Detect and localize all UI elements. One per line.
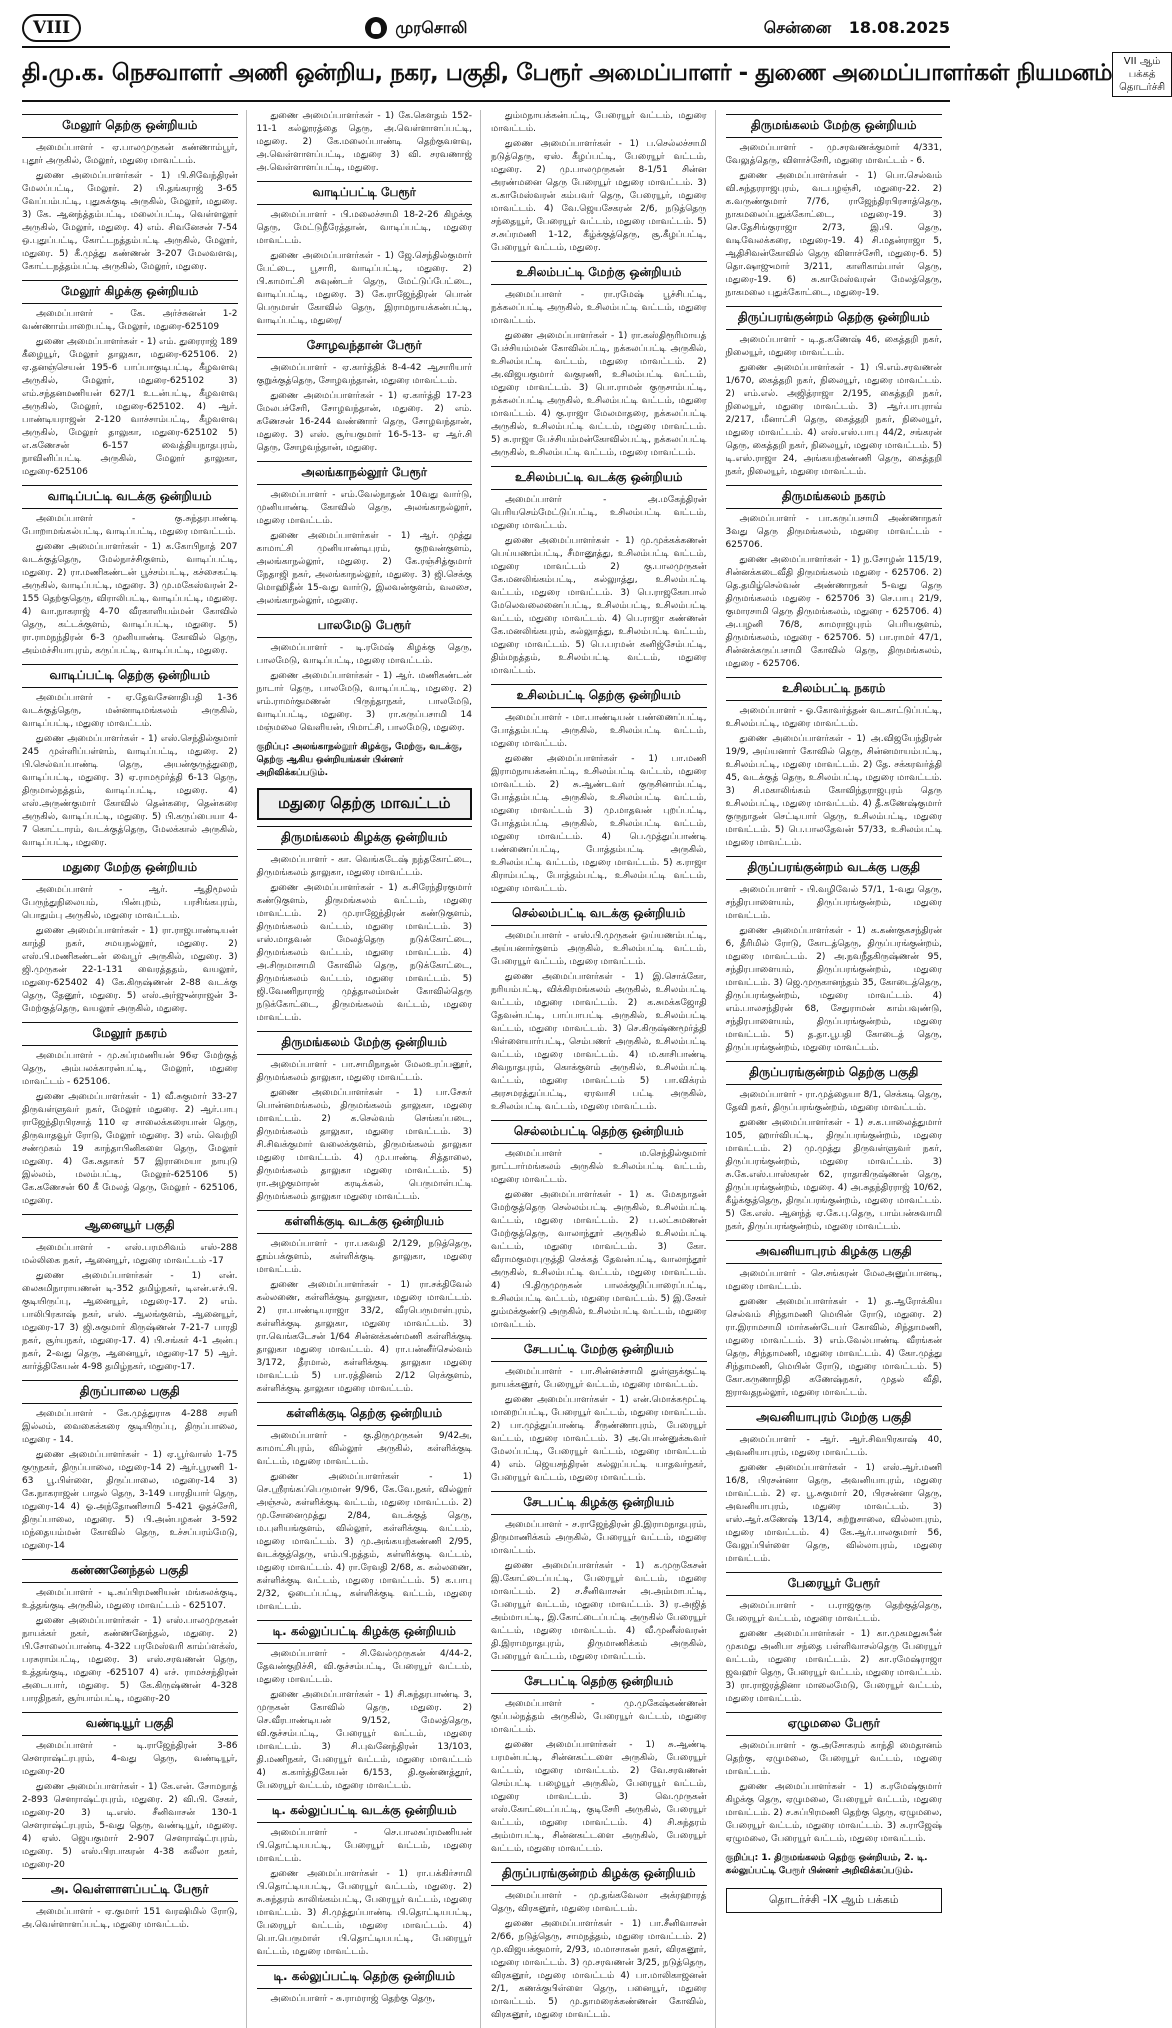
column-2 [257, 110, 482, 2028]
appointment-paragraph: அமைப்பாளர் - பா.கருப்பசாமி அண்ணாநகர் 3வது தெரு திருமங்கலம், மதுரை மாவட்டம் - 625706. [725, 514, 942, 550]
appointment-paragraph: துணை அமைப்பாளர்கள் - 1) ரா.கஸ்திரூரிமாயத் பேச்சியம்மன் கோவில்பட்டி, நக்கலப்பட்டி அருகில், உசிலம்பட்டி வட்டம், மதுரை மாவட்டம். 2) அ.விஜயகுமார் வகுரணி, உசிலம்பட்டி வட்டம், மதுரை மாவட்டம். 3) பொ.ராமன் குருசாம்பட்டி, நக்கலப்பட்டி அருகில், உசிலம்பட்டி வட்டம், மதுரை மாவட்டம். 4) கு.ராஜா மேலமாதரை, நக்கலப்பட்டி அருகில், உசிலம்பட்டி வட்டம், மதுரை மாவட்டம். 5) சு.ராஜா பேச்சியம்மன்கோவில்பட்டி, நக்கலப்பட்டி அருகில், உசிலம்பட்டி வட்டம், மதுரை மாவட்டம். [491, 331, 707, 458]
section-body [257, 1648, 473, 1793]
section-body [22, 1242, 238, 1374]
headline-bar [22, 48, 1166, 102]
brand-name: முரசொலி [395, 17, 468, 37]
appointment-section [257, 1210, 473, 1396]
appointment-paragraph: அமைப்பாளர் - ஏ.கார்த்திக் 8-4-42 ஆசாரியார் குறுக்குத்தெரு, சோழவந்தான், மதுரை மாவட்டம். [256, 363, 472, 386]
section-heading: கள்ளிக்குடி வடக்கு ஒன்றியம் [257, 1210, 473, 1234]
appointment-paragraph: துணை அமைப்பாளர்கள் - 1) வீ.சுகுமார் 33-27 திருவள்ளுவர் நகர், மேலூர் மதுரை. 2) ஆர்.பாபு ராஜேந்திரபிரசாத் 110 ஏ சாலைக்கரையான் தெரு, திருவாதவூர் ரோடு, மேலூர் மதுரை. 3) எம். வெற்றி சண்முகம் 19 காந்தாபினிகளை தெரு, மேலூர் மதுரை. 4) கே.சுதாகர் 57 இராமையா நாயுடு இல்லம், மலம்பட்டி, மேலூர்-625106 5) கே.கணேசன் 60 கீ மேலத் தெரு, மேலூர் - 625106, மதுரை. [22, 1092, 238, 1206]
appointment-paragraph: துணை அமைப்பாளர்கள் - 1) சி.சுந்தரபாண்டி 3, முருகன் கோவில் தெரு, மதுரை. 2) செ.வீரபாண்டியன் 9/152, மேலத்தெரு, வி.குச்சம்பட்டி, பேரையூர் வட்டம், மதுரை மாவட்டம். 3) சி.புவனேந்திரன் 13/103, தி.மணிநகர், பேரையூர் வட்டம், மதுரை மாவட்டம் 4) க.கார்த்திகேயன் 6/153, தி.குண்ணத்தூர், பேரையூர் வட்டம், மதுரை மாவட்டம். [256, 1690, 472, 1791]
dateline [752, 18, 950, 39]
section-heading: டி. கல்லுப்பட்டி தெற்கு ஒன்றியம் [257, 1965, 473, 1989]
appointment-paragraph: துணை அமைப்பாளர்கள் - 1) க.சிரேந்திரகுமார் கண்டுகுளம், திருமங்கலம் வட்டம், மதுரை மாவட்டம். 2) மு.ராஜேந்திரன் கண்டுகுளம், திருமங்கலம் வட்டம், மதுரை மாவட்டம். 3) எஸ்.மாதவன் மேலத்தெரு நடுக்கோட்டை, திருமங்கலம் வட்டம், மதுரை மாவட்டம். 4) அ.சிருமாசாமி கோவில் தெரு, நடுக்கோட்டை, திருமங்கலம் வட்டம், மதுரை மாவட்டம். 5) ஜி.வேணிநாராஜ் முத்தாலம்மன் கோவில்தெரு நடுக்கோட்டை, திருமங்கலம் வட்டம், மதுரை மாவட்டம். [256, 883, 472, 1023]
appointment-paragraph: துணை அமைப்பாளர்கள் - 1) ஏ.பூர்வாஸ் 1-75 குருநகர், திருப்பாலை, மதுரை-14 2) ஆர்.பூரணி 1-63 பூ.பிள்ளை, திருப்பாலை, மதுரை-14 3) கே.நாகராஜன் பாதல் தெரு, 3-149 பாரதியார் தெரு, மதுரை-14 4) ஓ.அந்தோணிசாமி 5-421 ஓதச்சேரி, திருப்பாலை, மதுரை. 5) பி.அன்பழகன் 3-592 மந்தையம்மன் கோவில் தெரு, உச்சப்பரம்மேடு, மதுரை-14 [22, 1450, 238, 1551]
section-body [491, 712, 707, 896]
appointment-section [257, 788, 473, 820]
appointment-section [257, 1402, 473, 1614]
appointment-paragraph: அமைப்பாளர் - செ.பாலசுப்ரமணியன் பி.தொட்டியபட்டி, பேரையூர் வட்டம், மதுரை மாவட்டம். [256, 1828, 472, 1864]
appointment-section [491, 466, 707, 678]
section-body [491, 110, 707, 255]
section-heading: அலங்காநல்லூர் பேரூர் [257, 461, 473, 485]
section-body [257, 489, 473, 608]
section-heading: திருமங்கலம் கிழக்கு ஒன்றியம் [257, 826, 473, 850]
section-heading: திருப்பாலை பகுதி [22, 1380, 238, 1404]
section-heading: மேலூர் கிழக்கு ஒன்றியம் [22, 280, 238, 304]
appointment-section [22, 280, 238, 479]
section-heading: உசிலம்பட்டி மேற்கு ஒன்றியம் [491, 261, 707, 285]
section-body [22, 1740, 238, 1872]
section-heading: திருப்பரங்குன்றம் வடக்கு பகுதி [726, 856, 943, 880]
appointment-section [257, 1031, 473, 1204]
section-body [22, 1906, 238, 1932]
appointment-paragraph: துணை அமைப்பாளர்கள் - 1) மு.முக்கக்கணன் பெய்யணம்பட்டி, சீமானூத்து, உசிலம்பட்டி வட்டம், மதுரை மாவட்டம் 2) கு.பாலமுருகன் கே.மனலிங்கம்பட்டி, கல்லுாத்து, உசிலம்பட்டி வட்டம், மதுரை மாவட்டம். 3) பெ.ராஜகோபால் மேலெவலைனைப்பட்டி, உசிலம்பட்டி, உசிலம்பட்டி வட்டம், மதுரை மாவட்டம். 4) பெ.ராஜா கண்ணன் கே.மனலிங்கபுரம், கல்லுாத்து, உசிலம்பட்டி வட்டம், மதுரை மாவட்டம். 5) பெ.பரமன் கனிஜ்சேம்பட்டி, திம்மநத்தம், உசிலம்பட்டி வட்டம், மதுரை மாவட்டம். [491, 536, 707, 676]
section-body [726, 334, 943, 479]
section-heading: ஏழுமலை பேரூர் [726, 1712, 943, 1736]
page-number: VIII [22, 14, 81, 42]
appointment-paragraph: அமைப்பாளர் - கு.அசோகரம் காந்தி மைதானம் தெற்கு, ஏழுமலை, பேரையூர் வட்டம், மதுரை மாவட்டம். [725, 1741, 942, 1777]
section-body [726, 1268, 943, 1400]
appointment-paragraph: துணை அமைப்பாளர்கள் - 1) எஸ்.பாலமுருகன் நாயக்கர் நகர், கண்ணனேந்தல், மதுரை. 2) பி.சோலைப்பாண்டி 4-322 பரமேஸ்வரி காம்ப்ளக்ஸ், பரசுராம்பட்டி, மதுரை. 3) எஸ்.சரவணன் தெரு, உத்தங்குடி, மதுரை -625107 4) எச். ராமச்சந்திரன் அடையார், மதுரை. 5) கே.கிருஷ்ணன் 4-328 பாரதிநகர், சூர்யாம்பட்டி, மதுரை-20 [22, 1616, 238, 1704]
section-heading: சேடபட்டி கிழக்கு ஒன்றியம் [491, 1491, 707, 1515]
appointment-paragraph: அமைப்பாளர் - மு.சரவணக்குமார் 4/331, வேலுத்தெரு, விளாச்சேரி, மதுரை மாவட்டம் - 6. [725, 143, 942, 166]
appointment-paragraph: துணை அமைப்பாளர்கள் - 1) கே.என். சோமநாத் 2-893 சௌராஷ்ட்ரபுரம், மதுரை. 2) வி.பி. சேகர், மதுரை-20 3) டி.எஸ். சீனிவாசன் 130-1 சௌராஷ்ட்ரபுரம், 5-வது தெரு, வண்டியூர், மதுரை. 4) ஏஸ். ஜெயகுமார் 2-907 சௌராஷ்ட்ரபுரம், மதுரை. 5) எஸ்.பிரபாகரன் 4-38 கலீலா நகர், மதுரை-20 [22, 1782, 238, 1870]
appointment-paragraph: துணை அமைப்பாளர்கள் - 1) கா.முகமதுசுபீன் முகமது அனிபா சந்தை பள்ளிவாசல்தெரு பேரையூர் வட்டம், மதுரை மாவட்டம். 2) கா.ரமேஷ்ராஜா ஜவஹர் தெரு, பேரையூர் வட்டம், மதுரை மாவட்டம். 3) ரா.ராஜரத்தினா மாலைமேடு, பேரையூர் வட்டம், மதுரை மாவட்டம். [725, 1629, 942, 1704]
section-body [726, 884, 943, 1055]
continued-to-box: தொடர்ச்சி -IX ஆம் பக்கம் [726, 1888, 943, 1913]
appointment-paragraph: அமைப்பாளர் - ம.செந்தில்குமார் நாட்டார்மங்கலம் அருகில் உசிலம்பட்டி வட்டம், மதுரை மாவட்டம். [491, 1149, 707, 1185]
appointment-section [257, 741, 473, 780]
column-4 [726, 110, 951, 2028]
appointment-paragraph: துணை அமைப்பாளர்கள் - 1) க.கண்குகசந்திரன் 6, தீரிமில் ரோடு, கோடத்தெரு, திருப்பரங்குன்றம், மதுரை மாவட்டம். 2) அ.நவநீதகிருஷ்ணன் 95, சந்திரபாளையம், திருப்பரங்குன்றம், மதுரை மாவட்டம். 3) ஜெ.முருகானந்தம் 35, கோடைத்தெரு, திருப்பரங்குன்றம், மதுரை மாவட்டம். 4) எம்.பாலசந்திரன் 68, சேதுராமன் காம்பவுண்டு, சந்திரபாளையம், திருப்பரங்குன்றம், மதுரை மாவட்டம். 5) த.தா.பூபதி கோடைத் தெரு, திருப்பரங்குன்றம், மதுரை மாவட்டம். [725, 926, 942, 1053]
appointment-section [257, 110, 473, 175]
appointment-paragraph: அமைப்பாளர் - ரா.பகவதி 2/129, நடுத்தெரு, தூம்பக்குளம், கள்ளிக்குடி தாலுகா, மதுரை மாவட்டம். [256, 1239, 472, 1275]
section-body [22, 1050, 238, 1208]
appointment-section [257, 1620, 473, 1793]
appointment-paragraph: துணை அமைப்பாளர்கள் - 1) த.ஆரோக்கிய செல்வம் சிந்தாமணி மெயின் ரோடு, மதுரை. 2) ரா.இராமசாமி மார்கண்டேயர் கோவில், சிந்தாமணி, மதுரை மாவட்டம். 3) எம்.வேல்பாண்டி வீரங்கன் தெரு, சிந்தாமணி, மதுரை மாவட்டம். 4) கோ.முத்து சிந்தாமணி, மெயின் ரோடு, மதுரை மாவட்டம். 5) கோ.கருணாநிதி கணேஷ்நகர், முதல் வீதி, ஐராவதநல்லூர், மதுரை மாவட்டம். [725, 1297, 942, 1398]
section-body [491, 1519, 707, 1664]
section-body [22, 1408, 238, 1553]
section-body [726, 1089, 943, 1234]
appointment-section [22, 114, 238, 274]
section-body [257, 642, 473, 735]
appointment-section [257, 1799, 473, 1959]
appointment-paragraph: அமைப்பாளர் - சி.வேல்முருகன் 4/44-2, தேவன்குறிச்சி, வி.குச்சம்பட்டி, பேரையூர் வட்டம், மதுரை மாவட்டம். [256, 1649, 472, 1685]
section-body [257, 1059, 473, 1204]
section-heading: சோழவந்தான் பேரூர் [257, 334, 473, 358]
appointment-section [726, 1061, 943, 1234]
appointment-paragraph: அமைப்பாளர் - அ.மகேந்திரன் பெரியசெம்மேட்டுப்பட்டி, உசிலம்பட்டி வட்டம், மதுரை மாவட்டம். [491, 495, 707, 531]
appointment-section [22, 1022, 238, 1208]
appointment-paragraph: அமைப்பாளர் - ஓ.கோவர்த்தன் வடகாட்டுப்பட்டி, உசிலம்பட்டி, மதுரை மாவட்டம். [725, 706, 942, 729]
section-heading: திருப்பரங்குன்றம் கிழக்கு ஒன்றியம் [491, 1862, 707, 1886]
appointment-paragraph: துணை அமைப்பாளர்கள் - 1) பா.சீனிவாசன் 2/66, நடுத்தெரு, சாமநத்தம், மதுரை மாவட்டம். 2) மு.விஜயக்குமார், 2/93, ம.மாசாகன் நகர், விரகனூர், மதுரை மாவட்டம். 3) மு.சரவணன் 3/25, நடுத்தெரு, விரகனூர், மதுரை மாவட்டம் 4) பா.மாலிகாஜனன் 2/1, கணக்குபிள்ளை தெரு, பனையூர், மதுரை மாவட்டம். 5) மு.தாமரைக்கண்ணன் கோவில், விரகனூர், மதுரை மாவட்டம். [491, 1919, 707, 2020]
appointment-paragraph: அமைப்பாளர் - கே.முத்துராசு 4-288 சரளி இல்லம், வைகைக்கரை குடியிருப்பு, திருப்பாலை, மதுரை - 14. [22, 1409, 238, 1445]
section-heading: வண்டியூர் பகுதி [22, 1712, 238, 1736]
appointment-section [726, 485, 943, 671]
appointment-paragraph: அமைப்பாளர் - எம்.வேல்நாதன் 10வது வார்டு, முனியாண்டி கோவில் தெரு, அலங்காநல்லூர், மதுரை மாவட்டம். [256, 490, 472, 526]
section-body [22, 884, 238, 1016]
appointment-paragraph: துணை அமைப்பாளர்கள் - 1) பி.எம்.சரவணன் 1/670, கைத்தறி நகர், நிலையூர், மதுரை மாவட்டம். 2) எம்.எல். அஜித்ராஜா 2/195, கைத்தறி நகர், நிலையூர், மதுரை மாவட்டம். 3) ஆர்.பாபுராவ் 2/217, மீனாட்சி தெரு, கைத்தறி நகர், நிலையூர், மதுரை மாவட்டம். 4) எஸ்.எஸ்.பாபு 44/2, சங்கரன் தெரு, கைத்தறி நகர், நிலையூர், மதுரை மாவட்டம். 5) டி.எஸ்.ராஜா 24, அங்கயற்கண்ணி தெரு, கைத்தறி நகர், நிலையூர், மதுரை மாவட்டம். [725, 363, 942, 477]
appointment-paragraph: துணை அமைப்பாளர்கள் - 1) என்.மொக்கமூட்டி மாறைப்பட்டி, பேரையூர் வட்டம், மதுரை மாவட்டம். 2) பா.முத்துப்பாண்டி சீருண்ணாபுரம், பேரையூர் வட்டம், மதுரை மாவட்டம். 3) அ.பொன்னுக்கூவர் மேலப்பட்டி, பேரையூர் வட்டம், மதுரை மாவட்டம் 4) எம். ஜெயசந்திரன் கல்லுப்பட்டி யாதவர்நகர், பேரையூர் வட்டம், மதுரை மாவட்டம். [491, 1395, 707, 1483]
section-heading: மேலூர் தெற்கு ஒன்றியம் [22, 114, 238, 138]
appointment-paragraph: துணை அமைப்பாளர்கள் - 1) சு.ஆண்டி பரமன்பட்டி, சின்னகட்டளை அருகில், பேரையூர் வட்டம், மதுரை மாவட்டம். 2) வே.சரவணன் செம்பட்டி பழையூர் அருகில், பேரையூர் வட்டம், மதுரை மாவட்டம். 3) வெ.முருகன் எஸ்.கோட்டைப்பட்டி, குடிசேரி அருகில், பேரையூர் வட்டம், மதுரை மாவட்டம். 4) சி.சுந்தரம் அம்மாபட்டி, சின்னகட்டளை அருகில், பேரையூர் வட்டம், மதுரை மாவட்டம். [491, 1740, 707, 1854]
appointment-paragraph: அமைப்பாளர் - கா. வெங்கடேஷ் நந்தகோட்டை, திருமங்கலம் தாலுகா, மதுரை மாவட்டம். [256, 855, 472, 878]
section-heading: டி. கல்லுப்பட்டி கிழக்கு ஒன்றியம் [257, 1620, 473, 1644]
column-1 [22, 110, 247, 2028]
appointment-paragraph: துணை அமைப்பாளர்கள் - 1) கே.கெளதம் 152-11-1 கல்லூரத்தை தெரு, அ.வெள்ளாளப்பட்டி, மதுரை. 2) கே.மலைப்பாண்டி தெற்குவளவு, அ.வெள்ளாளப்பட்டி, மதுரை 3) வி. சரவணாஜ் அ.வெள்ளாளப்பட்டி, மதுரை. [256, 111, 472, 173]
appointment-paragraph: அமைப்பாளர் - மு.சுப்ரமணியன் 96ஏ மேற்குத் தெரு, அம்பலக்காரன்பட்டி, மேலூர், மதுரை மாவட்டம் - 625106. [22, 1051, 238, 1087]
appointment-section [726, 1240, 943, 1400]
appointment-paragraph: அமைப்பாளர் - எஸ்.பரமசிவம் எஸ்-288 மல்லிகை நகர், ஆனையூர், மதுரை மாவட்டம் -17 [22, 1243, 238, 1266]
appointment-paragraph: துணை அமைப்பாளர்கள் - 1) அ.விஜயேந்திரன் 19/9, அய்யனார் கோவில் தெரு, சின்னமாயம்பட்டி, உசிலம்பட்டி, மதுரை மாவட்டம். 2) தே. சக்கரவர்த்தி 45, வடக்குத் தெரு, உசிலம்பட்டி, மதுரை மாவட்டம். 3) சி.மகாலிங்கம் கோவிந்தராஜபுரம் தெரு உசிலம்பட்டி, மதுரை மாவட்டம். 4) தீ.கணேஷ்குமார் குருநாதன் செட்டியார் தெரு, உசிலம்பட்டி, மதுரை மாவட்டம். 5) பெ.பாலதேவன் 57/33, உசிலம்பட்டி மதுரை மாவட்டம். [725, 734, 942, 848]
appointment-paragraph: அமைப்பாளர் - டி.ராஜேந்திரன் 3-86 சௌராஷ்ட்ரபுரம், 4-வது தெரு, வண்டியூர், மதுரை-20 [22, 1741, 238, 1777]
appointment-paragraph: துணை அமைப்பாளர்கள் - 1) என். லைசுமிநாராயணன் டி-352 தமிழ்நகர், டிஎன்.எச்.பி. குடியிருப்பு, ஆனையூர், மதுரை-17. 2) எம். பாலிபிரகாஷ் நகர், எஸ். ஆலங்குளம், ஆனையூர், மதுரை-17 3) ஜி.சுகுமார் கிருஷ்ணன் 7-21-7 பாரதி நகர், சூர்யநகர், மதுரை-17. 4) பி.சங்கர் 4-1 அன்பு நகர், 2-வது தெரு, ஆனையூர், மதுரை-17 5) ஆர். கார்த்திகேயன் 4-98 தமிழ்நகர், மதுரை-17. [22, 1271, 238, 1372]
section-body [491, 1148, 707, 1332]
appointment-section [491, 1120, 707, 1332]
masthead [22, 0, 950, 48]
appointment-paragraph: அமைப்பாளர் - ப.ராஜகுரு தெற்குத்தெரு, பேரையூர் வட்டம், மதுரை மாவட்டம். [725, 1601, 942, 1624]
section-heading: திருமங்கலம் மேற்கு ஒன்றியம் [726, 114, 943, 138]
section-body [726, 142, 943, 300]
appointment-paragraph: துணை அமைப்பாளர்கள் - 1) எஸ்.செந்தில்குமார் 245 முள்ளிப்பள்ளம், வாடிப்பட்டி, மதுரை. 2) பி.செல்வப்பாண்டி தெரு, அயன்குருத்துறை, வாடிப்பட்டி, மதுரை. 3) ஏ.ராமமூர்த்தி 6-13 தெரு, திருமால்நத்தம், வாடிப்பட்டி, மதுரை. 4) எஸ்.அருண்குமார் கோவில் தென்கரை, தென்கரை அருகில், வாடிப்பட்டி, மதுரை. 5) பி.கருப்பையா 4-7 கொட்டாரம், வடக்குத்தெரு, மேலக்கால் அருகில், வாடிப்பட்டி, மதுரை. [22, 734, 238, 848]
brand [365, 17, 467, 39]
appointment-paragraph: அமைப்பாளர் - ஏ.தேவசேனாதிபதி 1-36 வடக்குத்தெரு, மன்னாடிமங்கலம் அருகில், வாடிப்பட்டி, மதுரை மாவட்டம். [22, 693, 238, 729]
appointment-section [491, 1491, 707, 1664]
section-heading: உசிலம்பட்டி தெற்கு ஒன்றியம் [491, 684, 707, 708]
appointment-section [491, 684, 707, 896]
appointment-section [257, 461, 473, 608]
appointment-paragraph: அமைப்பாளர் - பி.வழிவேல் 57/1, 1-வது தெரு, சந்திரபாளையம், திருப்பரங்குன்றம், மதுரை மாவட்டம். [725, 885, 942, 921]
appointment-paragraph: அமைப்பாளர் - கு.திருமுருகன் 9/42அ, காமாட்சிபுரம், வில்லூர் அருகில், கள்ளிக்குடி வட்டம், மதுரை மாவட்டம். [256, 1431, 472, 1467]
appointment-paragraph: அமைப்பாளர் - ச.ராஜேந்திரன் தி.இராமநாதபுரம், திருமாணிக்கம் அருகில், பேரையூர் வட்டம், மதுரை மாவட்டம். [491, 1520, 707, 1556]
note: குறிப்பு: 1. திருமங்கலம் தெற்கு ஒன்றியம், 2. டி. கல்லுப்பட்டி பேரூர் பின்னர் அறிவிக்கப்படும். [725, 1853, 928, 1876]
section-body [257, 1993, 473, 2006]
appointment-section [726, 1888, 943, 1913]
appointment-section [491, 1338, 707, 1485]
appointment-paragraph: துணை அமைப்பாளர்கள் - 1) க.ரமேஷ்குமார் கிழக்கு தெரு, ஏழுமலை, பேரையூர் வட்டம், மதுரை மாவட்டம். 2) ச.சுப்பிரமணி தெற்கு தெரு, ஏழுமலை, பேரையூர் வட்டம், மதுரை மாவட்டம். 3) சு.ராஜேஷ் ஏழுமலை, பேரையூர் வட்டம், மதுரை மாவட்டம். [725, 1782, 942, 1844]
section-heading: திருமங்கலம் மேற்கு ஒன்றியம் [257, 1031, 473, 1055]
continued-from-box: VII ஆம் பக்கத் தொடர்ச்சி [1112, 52, 1172, 97]
section-body [22, 142, 238, 274]
appointment-paragraph: துணை அமைப்பாளர்கள் - 1) க.முருகேசன் இ.கோட்டைப்பட்டி, பேரையூர் வட்டம், மதுரை மாவட்டம். 2) ச.சீனிவாசன் அ.அம்மாபட்டி, பேரையூர் வட்டம், மதுரை மாவட்டம். 3) ர.அஜித் அம்மாபட்டி, இ.கோட்டைப்பட்டி அருகில் பேரையூர் வட்டம், மதுரை மாவட்டம். 4) வீ.முனீஸ்வரன் தி.இராமநாதபுரம், திருமாணிக்கம் அருகில், பேரையூர் வட்டம், மதுரை மாவட்டம். [491, 1561, 707, 1662]
section-heading: பாலமேடு பேரூர் [257, 614, 473, 638]
appointment-paragraph: துணை அமைப்பாளர்கள் - 1) பா.மணி இராமநாயக்கன்பட்டி, உசிலம்பட்டி வட்டம், மதுரை மாவட்டம். 2) சு.ஆண்டவர் குருசினாம்பட்டி, போத்தம்பட்டி அருகில், உசிலம்பட்டி வட்டம், மதுரை மாவட்டம் 3) மு.மாதவன் புறப்பட்டி, போத்தம்பட்டி அருகில், உசிலம்பட்டி வட்டம், மதுரை மாவட்டம். 4) பெ.முத்துப்பாண்டி பண்ணைப்பட்டி, போத்தம்பட்டி அருகில், உசிலம்பட்டி வட்டம், மதுரை மாவட்டம். 5) க.ராஜா கிராம்பட்டி, போத்தம்பட்டி, உசிலம்பட்டி வட்டம், மதுரை மாவட்டம். [491, 754, 707, 894]
section-heading: டி. கல்லுப்பட்டி வடக்கு ஒன்றியம் [257, 1799, 473, 1823]
section-body [726, 1434, 943, 1566]
rooster-logo-icon [365, 17, 387, 39]
appointment-paragraph: துணை அமைப்பாளர்கள் - 1) ஆர். முத்து காமாட்சி முனியாண்டிபுரம், குறவன்குளம், அலங்காநல்லூர், மதுரை. 2) கே.ரஞ்சித்குமார் நேதாஜி நகர், அலங்காநல்லூர், மதுரை. 3) ஜி.செக்கு மொஹிதீன் 15-வது வார்டு, இலவன்குளம், வலசை, அலங்காநல்லூர், மதுரை. [256, 531, 472, 606]
appointment-paragraph: துணை அமைப்பாளர்கள் - 1) ஏ.கார்த்தி 17-23 மேலபச்சேரி, சோழவந்தான், மதுரை. 2) எம். கணேசன் 16-244 வண்ணார் தெரு, சோழவந்தான், மதுரை. 3) எஸ். சூர்யகுமார் 16-5-13- ஏ ஆர்.சி தெரு, சோழவந்தான், மதுரை. [256, 391, 472, 453]
appointment-paragraph: அமைப்பாளர் - ஏ.பாலமுருகன் கண்ணாம்பூர், புதூர் அருகில், மேலூர், மதுரை மாவட்டம். [22, 143, 238, 166]
section-body [257, 110, 473, 175]
appointment-paragraph: துணை அமைப்பாளர்கள் - 1) இ.சொக்கோ, நரியம்பட்டி, விக்கிரமங்கலம் அருகில், உசிலம்பட்டி வட்டம், மதுரை மாவட்டம். 2) க.சுமக்கஜோதி தேவன்பட்டி, பாப்பாபட்டி அருகில், உசிலம்பட்டி வட்டம், மதுரை மாவட்டம். 3) செ.கிருஷ்ணமூர்த்தி பிள்ளையார்பட்டி, செம்பணர் அருகில், உசிலம்பட்டி வட்டம், மதுரை மாவட்டம். 4) ம.காசிபாண்டி சிவநாதபுரம், கொக்குளம் அருகில், உசிலம்பட்டி வட்டம், மதுரை மாவட்டம் 5) பா.விக்ரம் அரசமரத்துப்பட்டி, ஏரவாசி பட்டி அருகில், உசிலம்பட்டி வட்டம், மதுரை மாவட்டம். [491, 972, 707, 1112]
section-heading: ஆனையூர் பகுதி [22, 1214, 238, 1238]
appointment-paragraph: தும்மநாயக்கன்பட்டி, பேரையூர் வட்டம், மதுரை மாவட்டம். [491, 111, 707, 134]
page-headline: தி.மு.க. நெசவாளர் அணி ஒன்றிய, நகர, பகுதி, பேரூர் அமைப்பாளர் - துணை அமைப்பாளர்கள் நியமனம் [22, 59, 1113, 86]
section-heading: உசிலம்பட்டி நகரம் [726, 677, 943, 701]
appointment-section [22, 1559, 238, 1706]
appointment-paragraph: அமைப்பாளர் - சு.ராமராஜ் தெற்கு தெரு, [270, 1994, 436, 2004]
section-body [491, 1890, 707, 2022]
appointment-paragraph: அமைப்பாளர் - ரா.முத்தையா 8/1, செக்கடி தெரு, தேவி நகர், திருப்பரங்குன்றம், மதுரை மாவட்டம். [725, 1090, 942, 1113]
section-body [22, 1587, 238, 1706]
appointment-section [22, 1712, 238, 1872]
section-body [726, 1740, 943, 1846]
appointment-section [726, 1852, 943, 1878]
appointment-paragraph: அமைப்பாளர் - பி.மலைச்சாமி 18-2-26 கிழக்கு தெரு, மேட்டுநீரேத்தான், வாடிப்பட்டி, மதுரை மாவட்டம். [256, 210, 472, 246]
section-heading: அவனியாபுரம் மேற்கு பகுதி [726, 1406, 943, 1430]
appointment-section [726, 1406, 943, 1566]
appointment-paragraph: அமைப்பாளர் - மு.முகேஷ்கண்ணன் குப்பல்நத்தம் அருகில், பேரையூர் வட்டம், மதுரை மாவட்டம். [491, 1699, 707, 1735]
appointment-paragraph: அமைப்பாளர் - கே. அர்ச்சுனன் 1-2 வண்ணாம்பாறைபட்டி, மேலூர், மதுரை-625109 [22, 309, 238, 332]
appointment-paragraph: துணை அமைப்பாளர்கள் - 1) ந.சோழன் 115/19, சின்னக்கடைவீதி திருமங்கலம் மதுரை - 625706. 2) தெ.தமிழ்செல்வன் அண்ணாநகர் 5-வது தெரு திருமங்கலம் மதுரை - 625706 3) செ.பாபு 21/9, குமாரசாமி தெரு திருமங்கலம், மதுரை - 625706. 4) அ.பழனி 76/8, காமராஜபுரம் பெரியகுளம், திருமங்கலம், மதுரை - 625706. 5) பா.ராமர் 47/1, சின்னக்கருப்பசாமி கோவில் தெரு, திருமங்கலம், மதுரை - 625706. [725, 555, 942, 669]
appointment-section [22, 1214, 238, 1374]
section-body [491, 1366, 707, 1485]
appointment-section [491, 261, 707, 460]
appointment-paragraph: அமைப்பாளர் - ஏ.குமார் 151 வரஷிமில் ரோடு, அ.வெள்ளாளப்பட்டி, மதுரை மாவட்டம். [22, 1907, 238, 1930]
appointment-paragraph: அமைப்பாளர் - டி.த.கணேஷ் 46, கைத்தறி நகர், நிலையூர், மதுரை மாவட்டம். [725, 335, 942, 358]
appointment-paragraph: அமைப்பாளர் - கு.சுந்தரபாண்டி போறாமங்கல்பட்டி, வாடிப்பட்டி, மதுரை மாவட்டம். [22, 514, 238, 537]
appointment-section [22, 1380, 238, 1553]
appointment-paragraph: துணை அமைப்பாளர்கள் - 1) பா.சேகர் பொன்னமங்கலம், திருமங்கலம் தாலுகா, மதுரை மாவட்டம். 2) க.செல்வம் செங்கப்படை, திருமங்கலம் தாலுகா, மதுரை மாவட்டம். 3) சி.சிவக்குமார் வலைக்குளம், திருமங்கலம் தாலுகா மதுரை மாவட்டம். 4) மு.பாண்டி சித்தாலை, திருமங்கலம் தாலுகா மதுரை மாவட்டம். 5) ரா.அழகுமாரன் கரடிக்கல், பெருமாள்பட்டி திருமங்கலம் தாலுகா மதுரை மாவட்டம். [256, 1088, 472, 1202]
section-body [22, 692, 238, 850]
section-body [257, 362, 473, 455]
note: குறிப்பு: அலங்காநல்லூர் கிழக்கு, மேற்கு, வடக்கு, தெற்கு ஆகிய ஒன்றியங்கள் பின்னர் அறிவிக்கப்படும். [256, 742, 463, 778]
appointment-section [257, 1965, 473, 2006]
section-heading: திருமங்கலம் நகரம் [726, 485, 943, 509]
section-heading: கள்ளிக்குடி தெற்கு ஒன்றியம் [257, 1402, 473, 1426]
appointment-section [22, 485, 238, 658]
appointment-paragraph: துணை அமைப்பாளர்கள் - 1) க. மேகநாதன் மேற்குத்தெரு செல்லம்பட்டி அருகில், உசிலம்பட்டி வட்டம், மதுரை மாவட்டம். 2) ப.லட்சுமணன் மேற்குத்தெரு, வாலாந்தூர் அருகில் உசிலம்பட்டி வட்டம், மதுரை மாவட்டம். 3) கோ. வீராமகுமரபுருத்தி செக்கத் தேவன்பட்டி, வாலாந்தூர் அருகில், உசிலம்பட்டி வட்டம், மதுரை மாவட்டம். 4) பி.திருமுருகன் பாலக்குறிப்பாரைப்பட்டி, உசிலம்பட்டி வட்டம், மதுரை மாவட்டம். 5) இ.சேகர் தும்மக்குண்டு அருகில், உசிலம்பட்டி வட்டம், மதுரை மாவட்டம். [491, 1190, 707, 1330]
section-body [22, 308, 238, 479]
section-body [491, 289, 707, 460]
appointment-section [22, 664, 238, 850]
section-heading: அ. வெள்ளாளப்பட்டி பேரூர் [22, 1878, 238, 1902]
section-heading: பேரையூர் பேரூர் [726, 1572, 943, 1596]
appointment-paragraph: துணை அமைப்பாளர்கள் - 1) க.கோபிநாத் 207 வடக்குத்தெரு, மேல்நாச்சிகுளம், வாடிப்பட்டி, மதுரை. 2) ரா.மணிகண்டன் பூச்சம்பட்டி, கச்சைகட்டி அருகில், வாடிப்பட்டி, மதுரை. 3) மு.மகேஸ்வரன் 2-155 தெற்குதெரு, விராலிபட்டி, வாடிப்பட்டி, மதுரை. 4) வா.நாகராஜ் 4-70 வீரகாளியம்மன் கோவில் தெரு, கட்டக்குளம், வாடிப்பட்டி, மதுரை. 5) ரா.ராமநந்திரன் 6-3 முனியாண்டி கோவில் தெரு, அம்மச்சியாபுரம், கருப்பட்டி, வாடிப்பட்டி, மதுரை. [22, 542, 238, 656]
appointment-paragraph: அமைப்பாளர் - செ.சங்கரன் மேலஅனுப்பானடி, மதுரை மாவட்டம். [725, 1269, 942, 1292]
appointment-section [491, 902, 707, 1114]
section-heading: திருப்பரங்குன்றம் தெற்கு ஒன்றியம் [726, 306, 943, 330]
appointment-section [22, 856, 238, 1016]
section-heading: மேலூர் நகரம் [22, 1022, 238, 1046]
appointment-paragraph: துணை அமைப்பாளர்கள் - 1) பொ.செல்வம் வி.சுந்தரராஜபுரம், வடபழஞ்சி, மதுரை-22. 2) க.வருண்குமார் 7/76, ராஜேந்திரபிரசாத்தெரு, நாகமலைப்புதுக்கோட்டை, மதுரை-19. 3) செ.தேசிங்குராஜா 2/73, இ.பி. தெரு, வடிவேலக்கரை, மதுரை-19. 4) சி.மதன்ராஜா 5, ஆதிசிவன்கோவில் தெரு விளாச்சேரி, மதுரை-6. 5) தொ.ஷாஜுமார் 3/211, காளிகாம்பாள் தெரு, மதுரை-19. 6) சு.காமேஸ்வரன் மேலத்தெரு, நாகமலை புதுக்கோட்டை, மதுரை-19. [725, 171, 942, 298]
section-heading: அவனியாபுரம் கிழக்கு பகுதி [726, 1240, 943, 1264]
section-heading: உசிலம்பட்டி வடக்கு ஒன்றியம் [491, 466, 707, 490]
appointment-paragraph: துணை அமைப்பாளர்கள் - 1) பி.சிவேந்திரன் மேலப்பட்டி, மேலூர். 2) பி.தங்கராஜ் 3-65 வேப்பம்பட்டி, புதுசுக்குடி அருகில், மேலூர், மதுரை. 3) கே. ஆனந்த்தம்பட்டி, மலைப்பட்டி, வெள்ளலூர் அருகில், மேலூர், மதுரை. 4) எம். சிவனேசன் 7-54 ஒ.புதுப்பட்டி, கோட்டநத்தம்பட்டி அருகில், மேலூர், மதுரை. 5) கீ.முத்து கண்ணன் 3-207 மேலவளவு, கோட்டநத்தம்பட்டி அருகில், மேலூர், மதுரை. [22, 171, 238, 272]
appointment-paragraph: துணை அமைப்பாளர்கள் - 1) ரா.ராஜபாண்டியன் காந்தி நகர், சமயநல்லூர், மதுரை. 2) எஸ்.பி.மணிகண்டன் வைபூர் அருகில், மதுரை. 3) ஜி.முருகன் 22-1-131 வைரத்ததம், வயலூர், மதுரை-625402 4) கே.கிருஷ்ணன் 2-88 வடக்கு தெரு, தேனூர், மதுரை. 5) எஸ்.அர்ஜுன்ராஜன் 3-மேற்குத்தெரு, வயலூர் அருகில், மதுரை. [22, 926, 238, 1014]
appointment-paragraph: அமைப்பாளர் - டி.ரமேஷ் கிழக்கு தெரு, பாலமேடு, வாடிப்பட்டி, மதுரை மாவட்டம். [256, 643, 472, 666]
appointment-paragraph: அமைப்பாளர் - ஆர். ஆர்.சிவபிரகாஷ் 40, அவனியாபுரம், மதுரை மாவட்டம். [725, 1435, 942, 1458]
article-columns [22, 110, 950, 2020]
appointment-paragraph: துணை அமைப்பாளர்கள் - 1) செ.ஸ்ரீரங்கப்பெருமான் 9/96, கே.வே.நகர், வில்லூர் அஞ்சல், கள்ளிக்குடி வட்டம், மதுரை மாவட்டம். 2) மு.சோனைமுத்து 2/84, வடக்குத் தெரு, ம.புளியங்குளம், வில்லூர், கள்ளிக்குடி வட்டம், மதுரை மாவட்டம். 3) மு.அங்கயற்கண்ணி 2/95, வடக்குத்தெரு, எம்.பி.நத்தம், கள்ளிக்குடி வட்டம், மதுரை மாவட்டம். 4) ரா.ரேவதி 2/68, க. கல்லணை, கள்ளிக்குடி வட்டம், மதுரை மாவட்டம். 5) க.பாபு 2/32, ஓடைப்பட்டி, கள்ளிக்குடி வட்டம், மதுரை மாவட்டம். [256, 1472, 472, 1612]
appointment-section [726, 1572, 943, 1706]
section-body [726, 1600, 943, 1706]
column-3 [491, 110, 716, 2028]
appointment-section [22, 1878, 238, 1932]
appointment-paragraph: துணை அமைப்பாளர்கள் - 1) ரா.பக்கிர்சாமி பி.தொட்டியபட்டி, பேரையூர் வட்டம், மதுரை. 2) சு.சுந்தரம் காலிங்கம்பட்டி, பேரையூர் வட்டம், மதுரை மாவட்டம். 3) சி.முத்துப்பாண்டி பி.தொட்டியபட்டி, பேரையூர் வட்டம், மதுரை மாவட்டம். 4) பொ.பெருமாள் பி.தொட்டியபட்டி, பேரையூர் வட்டம், மதுரை மாவட்டம். [256, 1869, 472, 1957]
section-heading: வாடிப்பட்டி தெற்கு ஒன்றியம் [22, 664, 238, 688]
appointment-paragraph: துணை அமைப்பாளர்கள் - 1) எஸ்.ஆர்.மணி 16/8, பிரசன்னா தெரு, அவனியாபுரம், மதுரை மாவட்டம். 2) ஏ. பூ.சுகுமார் 20, பிரசன்னா தெரு, அவனியாபுரம், மதுரை மாவட்டம். 3) எஸ்.ஆர்.கணேஷ் 13/14, சுற்றுசாலை, வில்லாபுரம், மதுரை மாவட்டம். 4) கே.ஆர்.பாலகுமார் 56, வேலுப்பிள்ளை தெரு, வில்லாபுரம், மதுரை மாவட்டம். [725, 1463, 942, 1564]
appointment-section [257, 826, 473, 1025]
section-heading: சேடபட்டி மேற்கு ஒன்றியம் [491, 1338, 707, 1362]
section-heading: வாடிப்பட்டி பேரூர் [257, 181, 473, 205]
appointment-paragraph: துணை அமைப்பாளர்கள் - 1) ப.செல்லச்சாமி நடுத்தெரு, ஏஸ். கீழப்பட்டி, பேரையூர் வட்டம், மதுரை. 2) மு.பாலமுருகன் 8-1/51 சின்ன அரண்மனை தெரு பேரையூர் மதுரை மாவட்டம். 3) க.காமேஸ்வரன் கம்பவர் தெரு, பேரையூர், மதுரை மாவட்டம். 4) வே.ஜெயசேகரன் 2/6, நடுத்தெரு சந்தையூர், பேரையூர் வட்டம், மதுரை மாவட்டம். 5) ச.சுப்ரமணி 1-12, கீழ்க்குத்தெரு, சூ.கீழப்பட்டி, பேரையூர் வட்டம், மதுரை. [491, 139, 707, 253]
section-body [257, 854, 473, 1025]
section-heading: செல்லம்பட்டி தெற்கு ஒன்றியம் [491, 1120, 707, 1144]
appointment-paragraph: அமைப்பாளர் - ஆர். ஆதிமூலம் பேருந்துநிலையம், பின்புறம், பரசிங்கபுரம், பொதும்பு அருகில், மதுரை மாவட்டம். [22, 885, 238, 921]
appointment-paragraph: துணை அமைப்பாளர்கள் - 1) ச.க.பாலைத்துமார் 105, ஹார்விபட்டி, திருப்பரங்குன்றம், மதுரை மாவட்டம். 2) மு.முத்து திருவள்ளுவர் நகர், திருப்பரங்குன்றம், மதுரை மாவட்டம். 3) சு.கே.எஸ்.பாஸ்கரன் 62, ராதாகிருஷ்ணன் தெரு, திருப்பரங்குன்றம், மதுரை. 4) அ.சுதந்திரராஜ் 10/62, கீழ்க்குத்தெரு, திருப்பரங்குன்றம், மதுரை மாவட்டம். 5) கே.எஸ். ஆனந்த் ஏ.கே.பு.தெரு, பாம்பன்சுவாமி நகர், திருப்பரங்குன்றம், மதுரை மாவட்டம். [725, 1118, 942, 1232]
appointment-section [726, 856, 943, 1055]
appointment-paragraph: அமைப்பாளர் - ரா.ரமேஷ் பூச்சிபட்டி, நக்கலப்பட்டி அருகில், உசிலம்பட்டி வட்டம், மதுரை மாவட்டம். [491, 290, 707, 326]
appointment-paragraph: துணை அமைப்பாளர்கள் - 1) ஜே.செந்தில்குமார் பேட்டை, பூசாரி, வாடிப்பட்டி, மதுரை. 2) பி.காமாட்சி சுவுண்டர் தெரு, மேட்டுப்பேட்டை, வாடிப்பட்டி, மதுரை. 3) கே.ராஜேந்திரன் பொன் பெருமாள் கோவில் தெரு, இராமநாயக்கன்பட்டி, வாடிப்பட்டி, மதுரை/ [256, 251, 472, 326]
section-heading: கண்ணனேந்தல் பகுதி [22, 1559, 238, 1583]
section-body [726, 705, 943, 850]
appointment-paragraph: அமைப்பாளர் - பா.சாமிநாதன் மேலஉரப்பனூர், திருமங்கலம் தாலுகா, மதுரை மாவட்டம். [256, 1060, 472, 1083]
appointment-section [726, 114, 943, 300]
section-heading: செல்லம்பட்டி வடக்கு ஒன்றியம் [491, 902, 707, 926]
appointment-section [491, 1670, 707, 1856]
appointment-paragraph: அமைப்பாளர் - மா.பாண்டியன் பண்ணைப்பட்டி, போத்தம்பட்டி அருகில், உசிலம்பட்டி வட்டம், மதுரை மாவட்டம். [491, 713, 707, 749]
section-heading: சேடபட்டி தெற்கு ஒன்றியம் [491, 1670, 707, 1694]
appointment-section [257, 181, 473, 328]
date: 18.08.2025 [848, 17, 950, 37]
section-body [726, 513, 943, 671]
section-body [491, 1698, 707, 1856]
appointment-paragraph: அமைப்பாளர் - பா.சின்னச்சாமி துள்ளுக்குட்டி நாயக்கனூர், பேரையூர் வட்டம், மதுரை மாவட்டம். [491, 1367, 707, 1390]
city: சென்னை [763, 17, 832, 37]
appointment-section [726, 1712, 943, 1846]
appointment-paragraph: துணை அமைப்பாளர்கள் - 1) ஆர். மணிகண்டன் நாடார் தெரு, பாலமேடு, வாடிப்பட்டி, மதுரை. 2) எம்.ராமர்குமணன் பிருந்தாநகர், பாலமேடு, வாடிப்பட்டி, மதுரை. 3) ரா.கருப்பசாமி 14 மஞ்மலை வெளியன், பிமாட்சி, பாலமேடு, மதுரை. [256, 671, 472, 733]
appointment-paragraph: துணை அமைப்பாளர்கள் - 1) எம். துரைராஜ் 189 கீழையூர், மேலூர் தாலுகா, மதுரை-625106. 2) ஏ.தனஞ்செயன் 195-6 பாப்பாகுடிபட்டி, கீழவளவு அருகில், மேலூர், மதுரை-625102 3) எம்.சந்தனமணியன் 627/1 உடன்பட்டி, கீழவளவு அருகில், மேலூர், மதுரை-625102. 4) ஆர். பாண்டியராஜன் 2-120 வாச்சாம்பட்டி, கீழவளவு அருகில், மேலூர் தாலுகா, மதுரை-625102 5) எ.கணேசன் 6-157 வைத்தியநாதபுரம், நாவினிப்பட்டி அருகில், மேலூர் தாலுகா, மதுரை-625106 [22, 337, 238, 477]
appointment-section [491, 1862, 707, 2022]
section-heading: மதுரை மேற்கு ஒன்றியம் [22, 856, 238, 880]
appointment-paragraph: அமைப்பாளர் - எஸ்.பி.முருகன் ஒய்யணம்பட்டி, அய்யனார்குளம் அருகில், உசிலம்பட்டி வட்டம், பேரையூர் வட்டம், மதுரை மாவட்டம். [491, 931, 707, 967]
appointment-paragraph: துணை அமைப்பாளர்கள் - 1) ரா.சக்திவேல் கல்லணை, கள்ளிக்குடி தாலுகா, மதுரை மாவட்டம். 2) ரா.பாண்டியராஜா 33/2, வீரபெருமாள்புரம், கள்ளிக்குடி தாலுகா, மதுரை மாவட்டம். 3) ரா.வெங்கடேசன் 1/64 சின்னக்கண்மணி கள்ளிக்குடி தாலுகா மதுரை மாவட்டம். 4) ரா.பன்னீர்செல்வம் 3/172, தீரமால், கள்ளிக்குடி தாலுகா மதுரை மாவட்டம் 5) பா.ரத்தினம் 2/12 ரெக்குளம், கள்ளிக்குடி தாலுகா மதுரை மாவட்டம். [256, 1280, 472, 1394]
section-heading: திருப்பரங்குன்றம் தெற்கு பகுதி [726, 1061, 943, 1085]
appointment-paragraph: அமைப்பாளர் - மு.தங்கவேலா அக்ரஹாரத் தெரு, விரகனூர், மதுரை மாவட்டம். [491, 1891, 707, 1914]
section-body [491, 930, 707, 1114]
section-body [257, 209, 473, 328]
appointment-section [257, 334, 473, 455]
section-body [22, 513, 238, 658]
section-body [491, 494, 707, 678]
appointment-section [491, 110, 707, 255]
district-heading: மதுரை தெற்கு மாவட்டம் [257, 788, 473, 820]
appointment-section [726, 677, 943, 850]
appointment-section [257, 614, 473, 735]
appointment-paragraph: அமைப்பாளர் - டி.சுப்பிரமணியன் மங்கலக்குடி, உத்தங்குடி அருகில், மதுரை மாவட்டம் - 625107. [22, 1588, 238, 1611]
section-heading: வாடிப்பட்டி வடக்கு ஒன்றியம் [22, 485, 238, 509]
section-body [257, 1430, 473, 1614]
appointment-section [726, 306, 943, 479]
section-body [257, 1238, 473, 1396]
section-body [257, 1827, 473, 1959]
